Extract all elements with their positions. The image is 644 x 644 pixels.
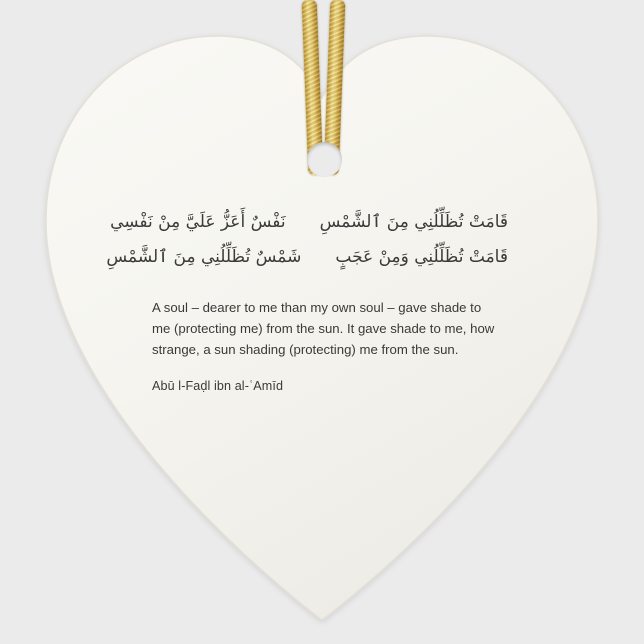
arabic-hemistich-2a: قَامَتْ تُظَلِّلُنِي وَمِنْ عَجَبٍ [335, 246, 508, 267]
arabic-hemistich-1a: قَامَتْ تُظَلِّلُنِي مِنَ ٱلشَّمْسِ [319, 212, 508, 232]
ribbon-hole [307, 142, 342, 177]
arabic-poem-line-2 [106, 240, 510, 275]
arabic-poem-line-1 [110, 205, 510, 240]
arabic-hemistich-1b: نَفْسٌ أَعَزُّ عَلَيَّ مِنْ نَفْسِي [110, 212, 286, 232]
arabic-poem [106, 205, 510, 275]
arabic-hemistich-2b: شَمْسٌ تُظَلِّلُنِي مِنَ ٱلشَّمْسِ [106, 246, 302, 267]
ornament-printed-content [106, 205, 510, 393]
poem-attribution: Abū l-Faḍl ibn al-ʿAmīd [152, 378, 284, 393]
english-translation: A soul – dearer to me than my own soul – gave shade to me (protecting me) from the sun. It gave shade to me, how strange, a sun shading (protecting) me from the sun. [152, 299, 495, 358]
